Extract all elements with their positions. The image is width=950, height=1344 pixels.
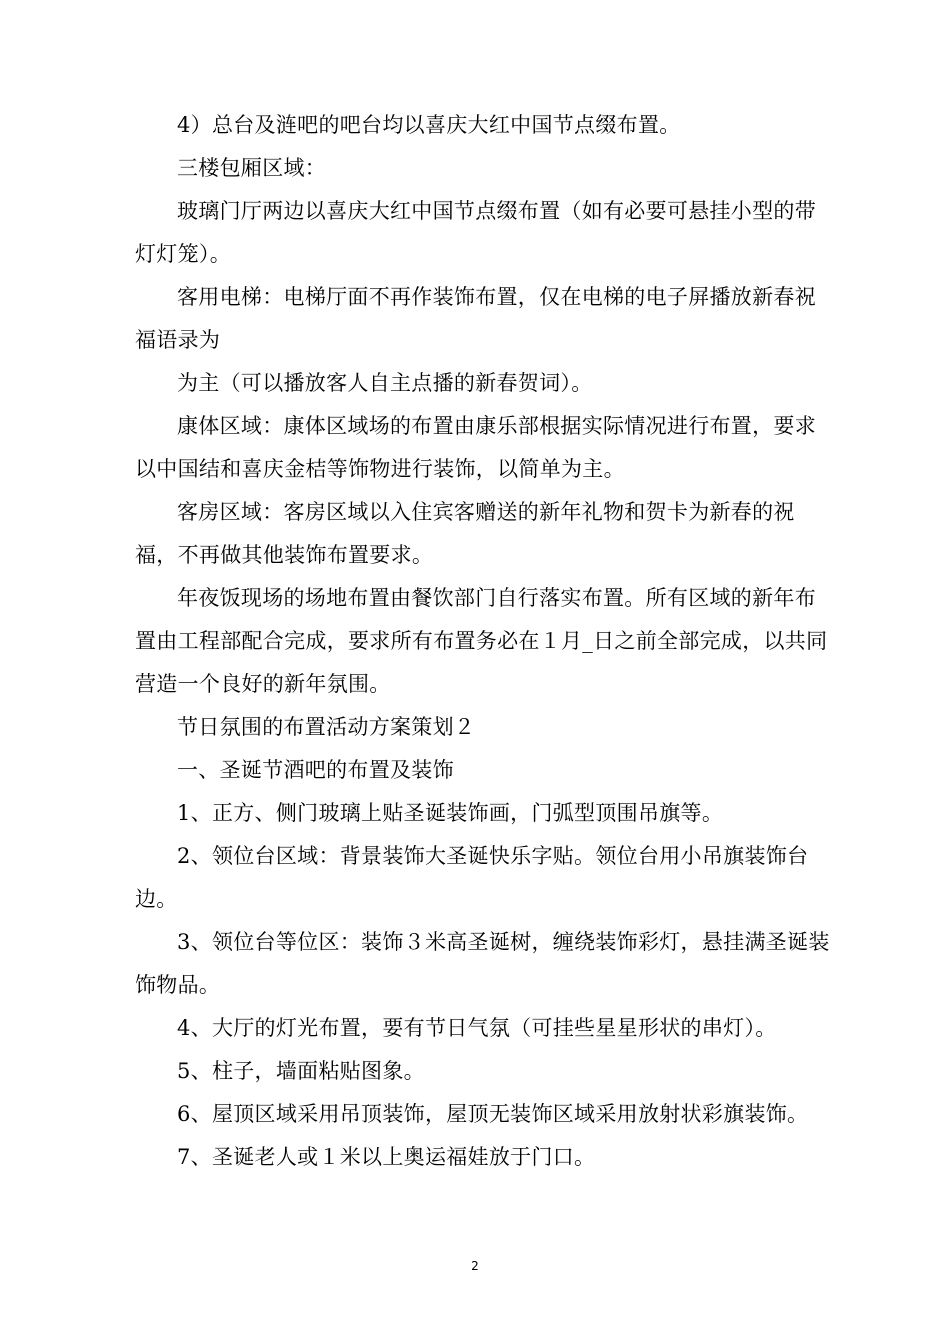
list-item-5: 5、柱子，墙面粘贴图象。 — [177, 1059, 425, 1083]
paragraph-third-floor-heading: 三楼包厢区域： — [177, 156, 327, 180]
paragraph-elevator-continued: 为主（可以播放客人自主点播的新春贺词）。 — [177, 371, 593, 395]
page-number: 2 — [471, 1259, 479, 1273]
document-body — [135, 104, 835, 1179]
list-item-2: 2、领位台区域：背景装饰大圣诞快乐字贴。领位台用小吊旗装饰台边。 — [135, 844, 809, 911]
paragraph-guest-rooms: 客房区域：客房区域以入住宾客赠送的新年礼物和贺卡为新春的祝福，不再做其他装饰布置要求。 — [135, 500, 795, 567]
paragraph-new-year-dinner: 年夜饭现场的场地布置由餐饮部门自行落实布置。所有区域的新年布置由工程部配合完成，要求所有布置务必在１月_日之前全部完成，以共同营造一个良好的新年氛围。 — [135, 586, 828, 696]
paragraph-glass-lobby: 玻璃门厅两边以喜庆大红中国节点缀布置（如有必要可悬挂小型的带灯灯笼）。 — [135, 199, 816, 266]
paragraph-fitness-area: 康体区域：康体区域场的布置由康乐部根据实际情况进行布置，要求以中国结和喜庆金桔等饰物进行装饰，以简单为主。 — [135, 414, 816, 481]
list-item-4: 4、大厅的灯光布置，要有节日气氛（可挂些星星形状的串灯）。 — [177, 1016, 777, 1040]
list-item-7: 7、圣诞老人或１米以上奥运福娃放于门口。 — [177, 1145, 596, 1169]
list-item-1: 1、正方、侧门玻璃上贴圣诞装饰画，门弧型顶围吊旗等。 — [177, 801, 724, 825]
list-item-3: 3、领位台等位区：装饰３米高圣诞树，缠绕装饰彩灯，悬挂满圣诞装饰物品。 — [135, 930, 830, 997]
paragraph-front-desk: 4）总台及涟吧的吧台均以喜庆大红中国节点缀布置。 — [177, 113, 681, 137]
section-title-plan-2: 节日氛围的布置活动方案策划２ — [177, 715, 476, 739]
list-item-6: 6、屋顶区域采用吊顶装饰，屋顶无装饰区域采用放射状彩旗装饰。 — [177, 1102, 809, 1126]
section-heading-christmas-bar: 一、圣诞节酒吧的布置及装饰 — [177, 758, 454, 782]
paragraph-guest-elevator: 客用电梯：电梯厅面不再作装饰布置，仅在电梯的电子屏播放新春祝福语录为 — [135, 285, 816, 352]
